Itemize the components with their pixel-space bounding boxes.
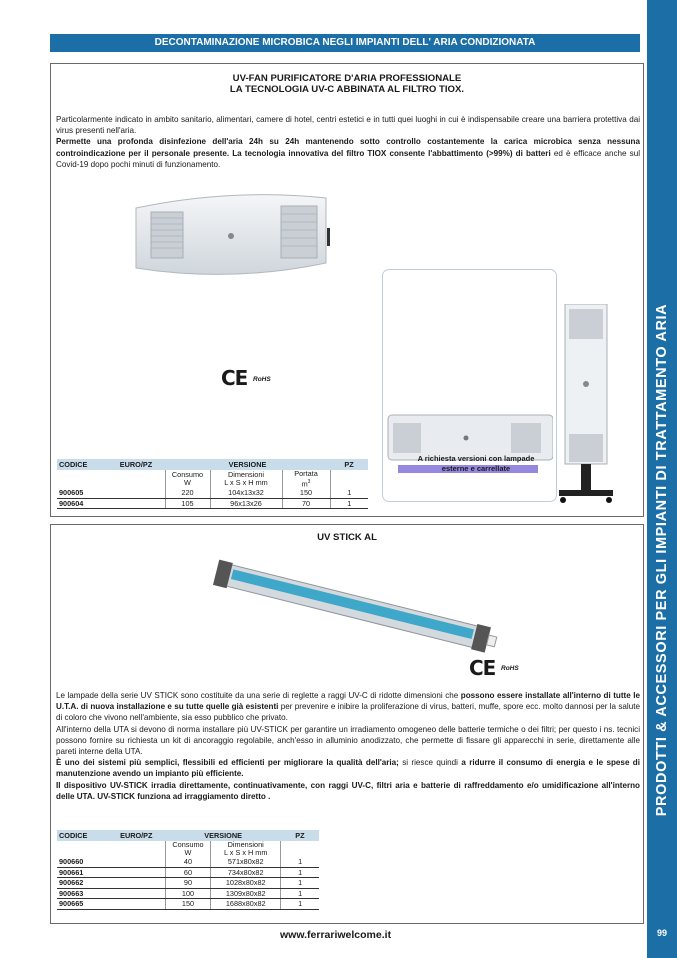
desc-text: All'interno della UTA si devono di norma installare più UV-STICK per garantire un irradiamento omogeneo delle batterie termiche o dei filtri; per questo i ns. tecnici possono fornire su richiesta un kit di ancoraggio regolabile, anch'esso in alluminio anodizzato, che permette di fissare gli apparecchi in serie, direttamente alle pareti interne della UTA. bbox=[56, 724, 640, 757]
cell-code: 900605 bbox=[57, 488, 107, 499]
table-row bbox=[57, 899, 319, 910]
cell-price bbox=[107, 888, 165, 899]
page-number: 99 bbox=[656, 928, 667, 938]
desc-bold-text: possono essere installate all'interno di tutte le U.T.A. di nuova installazione e su tutte quelle già esistenti bbox=[56, 691, 640, 712]
product-description bbox=[56, 114, 640, 170]
ce-mark: CE bbox=[221, 366, 248, 390]
product-title-line2: LA TECNOLOGIA UV-C ABBINATA AL FILTRO TIOX. bbox=[229, 84, 465, 95]
consumo-label: Consumo bbox=[172, 839, 204, 849]
cell-pz: 1 bbox=[281, 888, 319, 899]
sub-header-dimensioni bbox=[211, 841, 281, 857]
cell-dimensioni: 1028x80x82 bbox=[211, 878, 281, 889]
cell-code: 900660 bbox=[57, 857, 107, 868]
cell-consumo: 90 bbox=[165, 878, 210, 889]
cell-price bbox=[107, 488, 165, 499]
desc-bold-text: Permette una profonda disinfezione dell'aria 24h su 24h mantenendo sotto controllo costantemente la carica microbica senza nessuna controindicazione per il personale presente. La tecnologia innovativa del filtro TIOX consente l'abbattimento (>99%) di batteri bbox=[56, 137, 640, 158]
spec-table-uv-stick bbox=[57, 830, 319, 910]
cell-price bbox=[107, 857, 165, 868]
col-header-versions: VERSIONE bbox=[165, 830, 280, 841]
cell-pz: 1 bbox=[281, 857, 319, 868]
col-header-code: CODICE bbox=[57, 830, 107, 841]
product-title bbox=[51, 73, 643, 95]
cell-code: 900665 bbox=[57, 899, 107, 910]
cell-price bbox=[107, 878, 165, 889]
sub-header-empty bbox=[107, 841, 165, 857]
cell-consumo: 40 bbox=[165, 857, 210, 868]
sub-header-portata bbox=[282, 470, 330, 488]
ce-mark: CE bbox=[469, 656, 496, 680]
table-row bbox=[57, 488, 368, 499]
sub-header-empty bbox=[330, 470, 368, 488]
desc-text: per prevenire e inibire la proliferazione di virus, batteri, muffe, spore ecc. molto dannosi per la salute di coloro che vivono nell'ambiente, sia esso pubblico che privato. bbox=[56, 702, 640, 723]
table-row bbox=[57, 867, 319, 878]
cell-code: 900663 bbox=[57, 888, 107, 899]
cell-pz: 1 bbox=[281, 878, 319, 889]
cell-consumo: 60 bbox=[165, 867, 210, 878]
cell-code: 900662 bbox=[57, 878, 107, 889]
spec-table-uv-fan bbox=[57, 459, 368, 509]
desc-bold-text: È uno dei sistemi più semplici, flessibili ed efficienti per migliorare la qualità dell'aria; bbox=[56, 758, 399, 768]
section-header: DECONTAMINAZIONE MICROBICA NEGLI IMPIANTI DELL' ARIA CONDIZIONATA bbox=[50, 34, 640, 52]
consumo-unit: W bbox=[184, 477, 191, 487]
col-header-price: EURO/PZ bbox=[107, 830, 165, 841]
desc-text: Particolarmente indicato in ambito sanitario, alimentari, camere di hotel, centri estetici e in tutti quei luoghi in cui è indispensabile creare una barriera protettiva dai virus presenti nell'aria. bbox=[56, 115, 640, 136]
table-row bbox=[57, 498, 368, 509]
cell-code: 900661 bbox=[57, 867, 107, 878]
cell-consumo: 150 bbox=[165, 899, 210, 910]
cell-dimensioni: 571x80x82 bbox=[211, 857, 281, 868]
cell-dimensioni: 1309x80x82 bbox=[211, 888, 281, 899]
cell-pz: 1 bbox=[281, 867, 319, 878]
portata-label: Portata bbox=[294, 468, 318, 478]
uv-fan-floor-stand-image bbox=[551, 304, 621, 504]
consumo-unit: W bbox=[184, 847, 192, 857]
inset-caption: A richiesta versioni con lampade esterne e carrellate bbox=[417, 454, 535, 473]
product-panel-uv-fan bbox=[50, 63, 644, 517]
cell-consumo: 105 bbox=[165, 498, 210, 509]
sub-header-empty bbox=[57, 470, 107, 488]
uv-stick-product-image bbox=[201, 555, 501, 665]
portata-unit-exp: 3 bbox=[307, 478, 311, 485]
sub-header-empty bbox=[281, 841, 319, 857]
rohs-mark: RoHS bbox=[501, 665, 519, 672]
desc-text: si riesce quindi bbox=[398, 758, 462, 768]
sub-header-consumo bbox=[165, 470, 210, 488]
table-row bbox=[57, 857, 319, 868]
table-row bbox=[57, 878, 319, 889]
col-header-code: CODICE bbox=[57, 459, 107, 470]
cell-price bbox=[107, 498, 165, 509]
col-header-pz: PZ bbox=[330, 459, 368, 470]
cell-pz: 1 bbox=[330, 498, 368, 509]
sub-header-empty bbox=[107, 470, 165, 488]
cell-consumo: 220 bbox=[165, 488, 210, 499]
cell-pz: 1 bbox=[330, 488, 368, 499]
consumo-label: Consumo bbox=[171, 469, 204, 479]
sidebar-category-title: PRODOTTI & ACCESSORI PER GLI IMPIANTI DI TRATTAMENTO ARIA bbox=[654, 303, 670, 817]
desc-bold-text: a ridurre il consumo di energia e le spese di manutenzione avendo un impianto più efficiente. bbox=[56, 758, 640, 779]
cell-portata: 150 bbox=[282, 488, 330, 499]
cell-price bbox=[107, 899, 165, 910]
cell-pz: 1 bbox=[281, 899, 319, 910]
cell-dimensioni: 104x13x32 bbox=[210, 488, 282, 499]
desc-text: ed è efficace anche sul Covid-19 dopo pochi minuti di funzionamento. bbox=[56, 148, 640, 169]
sub-header-empty bbox=[57, 841, 107, 857]
desc-bold-text: Il dispositivo UV-STICK irradia direttamente, continuativamente, con raggi UV-C, filtri aria e batterie di raffreddamento e/o umidificazione all'interno delle UTA. UV-STICK funziona ad irraggiamento diretto . bbox=[56, 780, 640, 801]
table-row bbox=[57, 888, 319, 899]
cell-price bbox=[107, 867, 165, 878]
portata-unit: m bbox=[301, 478, 308, 488]
col-header-pz: PZ bbox=[281, 830, 319, 841]
sub-header-consumo bbox=[165, 841, 210, 857]
product-panel-uv-stick bbox=[50, 524, 644, 924]
sub-header-dimensioni bbox=[210, 470, 282, 488]
cell-consumo: 100 bbox=[165, 888, 210, 899]
dim-unit: L x S x H mm bbox=[223, 847, 268, 857]
desc-text: Le lampade della serie UV STICK sono costituite da una serie di reglette a raggi UV-C di ridotte dimensioni che bbox=[56, 691, 461, 700]
uv-fan-product-image bbox=[131, 188, 331, 288]
cell-dimensioni: 1688x80x82 bbox=[211, 899, 281, 910]
dim-label: Dimensioni bbox=[227, 469, 265, 479]
product-description bbox=[56, 690, 640, 802]
cell-dimensioni: 96x13x26 bbox=[210, 498, 282, 509]
footer-url[interactable]: www.ferrariwelcome.it bbox=[280, 929, 392, 941]
cell-portata: 70 bbox=[282, 498, 330, 509]
dim-unit: L x S x H mm bbox=[224, 477, 268, 487]
uv-fan-external-lamp-image bbox=[383, 405, 553, 485]
col-header-price: EURO/PZ bbox=[107, 459, 165, 470]
cell-dimensioni: 734x80x82 bbox=[211, 867, 281, 878]
cell-code: 900604 bbox=[57, 498, 107, 509]
product-title-line1: UV-FAN PURIFICATORE D'ARIA PROFESSIONALE bbox=[232, 73, 462, 84]
col-header-versions: VERSIONE bbox=[165, 459, 330, 470]
product-title: UV STICK AL bbox=[317, 532, 377, 543]
rohs-mark: RoHS bbox=[253, 376, 271, 383]
dim-label: Dimensioni bbox=[227, 839, 264, 849]
